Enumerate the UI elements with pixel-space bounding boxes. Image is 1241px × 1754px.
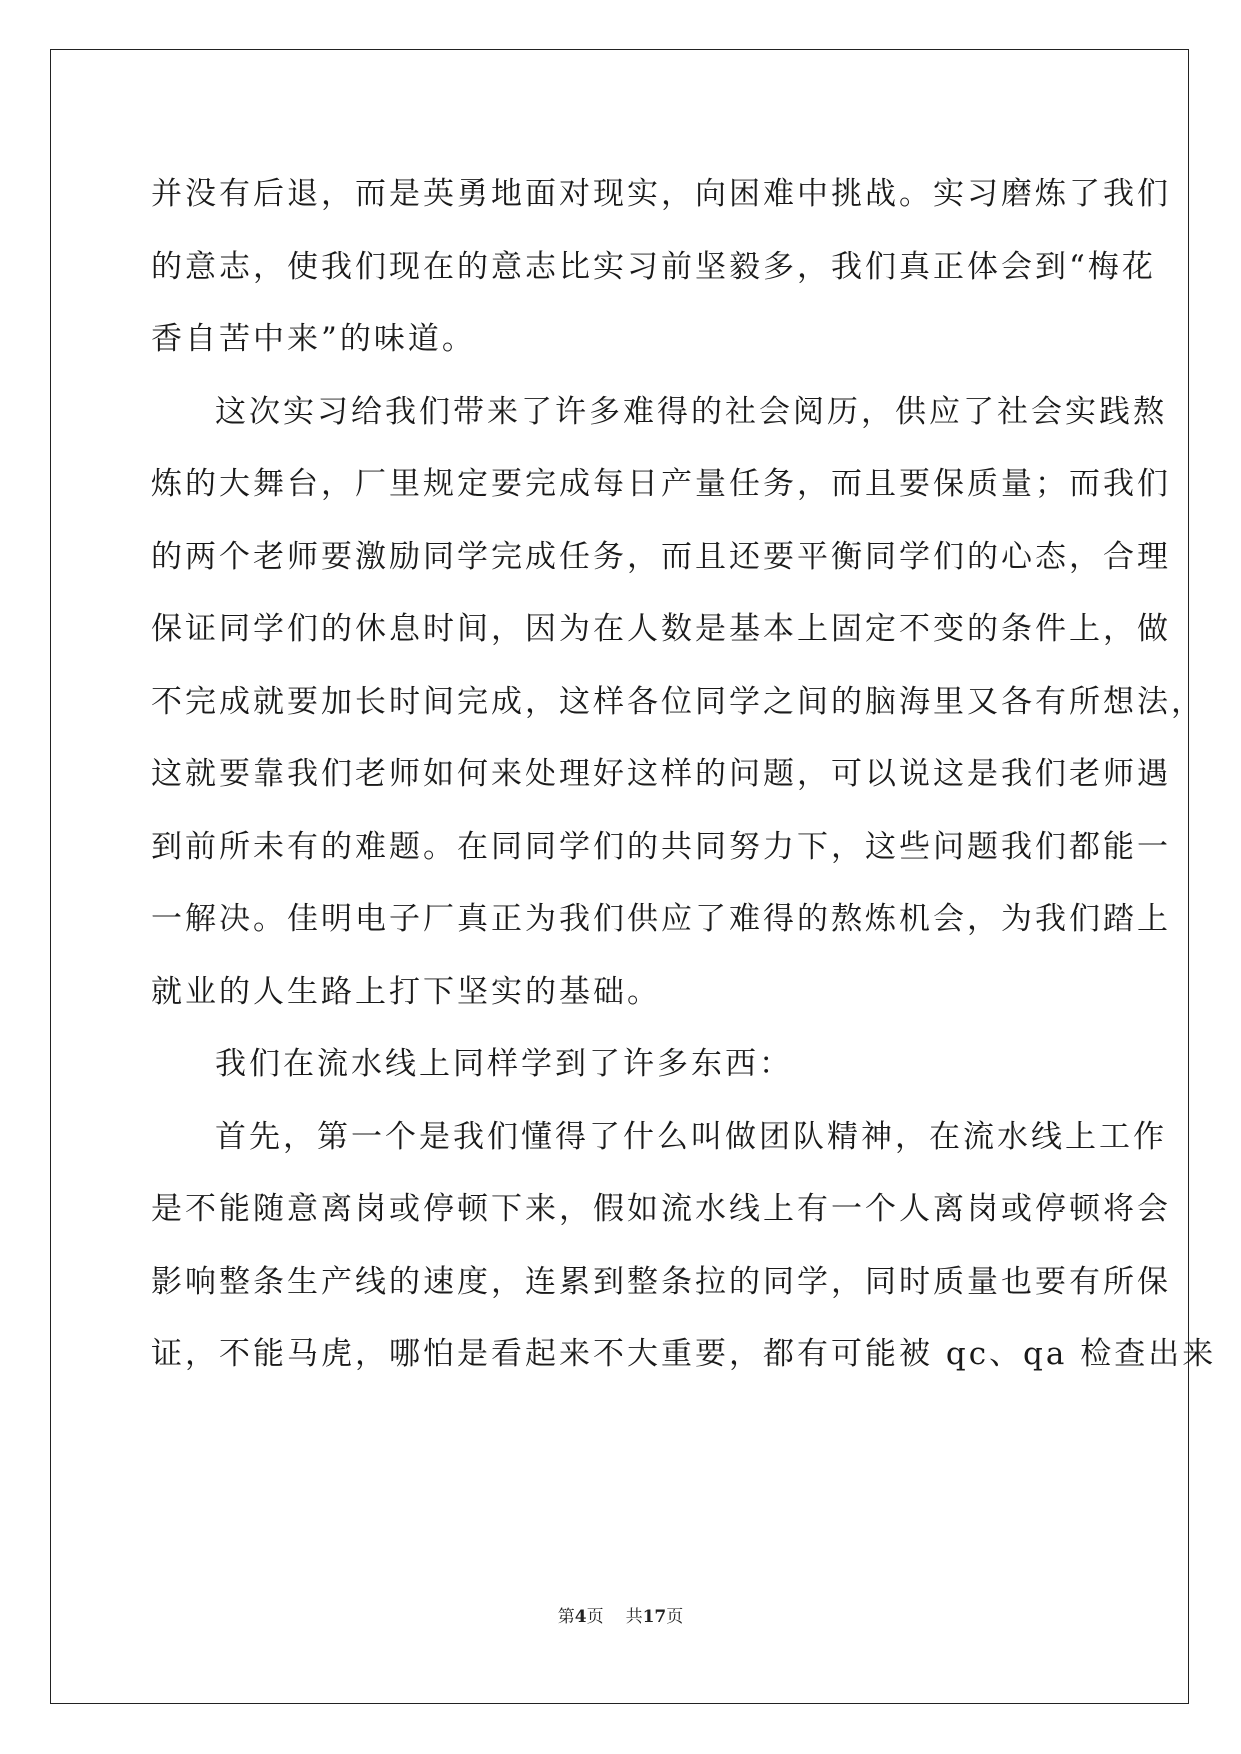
text-line: 就业的人生路上打下坚实的基础。 xyxy=(151,973,661,1010)
footer-page-unit: 页 xyxy=(586,1607,604,1627)
text-line: 我们在流水线上同样学到了许多东西： xyxy=(215,1046,793,1082)
text-line: 香自苦中来”的味道。 xyxy=(151,321,476,357)
text-line: 首先，第一个是我们懂得了什么叫做团队精神，在流水线上工作 xyxy=(215,1118,1167,1155)
text-line: 保证同学们的休息时间，因为在人数是基本上固定不变的条件上，做 xyxy=(151,611,1171,647)
text-line: 这就要靠我们老师如何来处理好这样的问题，可以说这是我们老师遇 xyxy=(151,756,1171,792)
footer-total-unit: 页 xyxy=(666,1607,684,1627)
text-line: 影响整条生产线的速度，连累到整条拉的同学，同时质量也要有所保 xyxy=(151,1263,1171,1300)
text-line: 不完成就要加长时间完成，这样各位同学之间的脑海里又各有所想法， xyxy=(151,683,1205,720)
text-line: 到前所未有的难题。在同同学们的共同努力下，这些问题我们都能一 xyxy=(151,828,1171,865)
text-line: 一解决。佳明电子厂真正为我们供应了难得的熬炼机会，为我们踏上 xyxy=(151,901,1171,937)
text-line: 证，不能马虎，哪怕是看起来不大重要，都有可能被 qc、qa 检查出来 xyxy=(151,1336,1217,1372)
text-line: 炼的大舞台，厂里规定要完成每日产量任务，而且要保质量；而我们 xyxy=(151,466,1171,502)
document-body xyxy=(151,158,1217,1391)
footer-prefix: 第 xyxy=(557,1607,575,1627)
footer-total-prefix: 共 xyxy=(625,1607,643,1627)
total-page-count: 17 xyxy=(642,1607,667,1627)
page-footer xyxy=(0,1602,1241,1627)
text-line: 这次实习给我们带来了许多难得的社会阅历，供应了社会实践熬 xyxy=(215,393,1167,430)
text-line: 并没有后退，而是英勇地面对现实，向困难中挑战。实习磨炼了我们 xyxy=(151,176,1171,212)
current-page-number: 4 xyxy=(574,1607,587,1627)
text-line: 的意志，使我们现在的意志比实习前坚毅多，我们真正体会到“梅花 xyxy=(151,248,1156,285)
text-line: 的两个老师要激励同学完成任务，而且还要平衡同学们的心态，合理 xyxy=(151,538,1171,575)
text-line: 是不能随意离岗或停顿下来，假如流水线上有一个人离岗或停顿将会 xyxy=(151,1191,1171,1227)
